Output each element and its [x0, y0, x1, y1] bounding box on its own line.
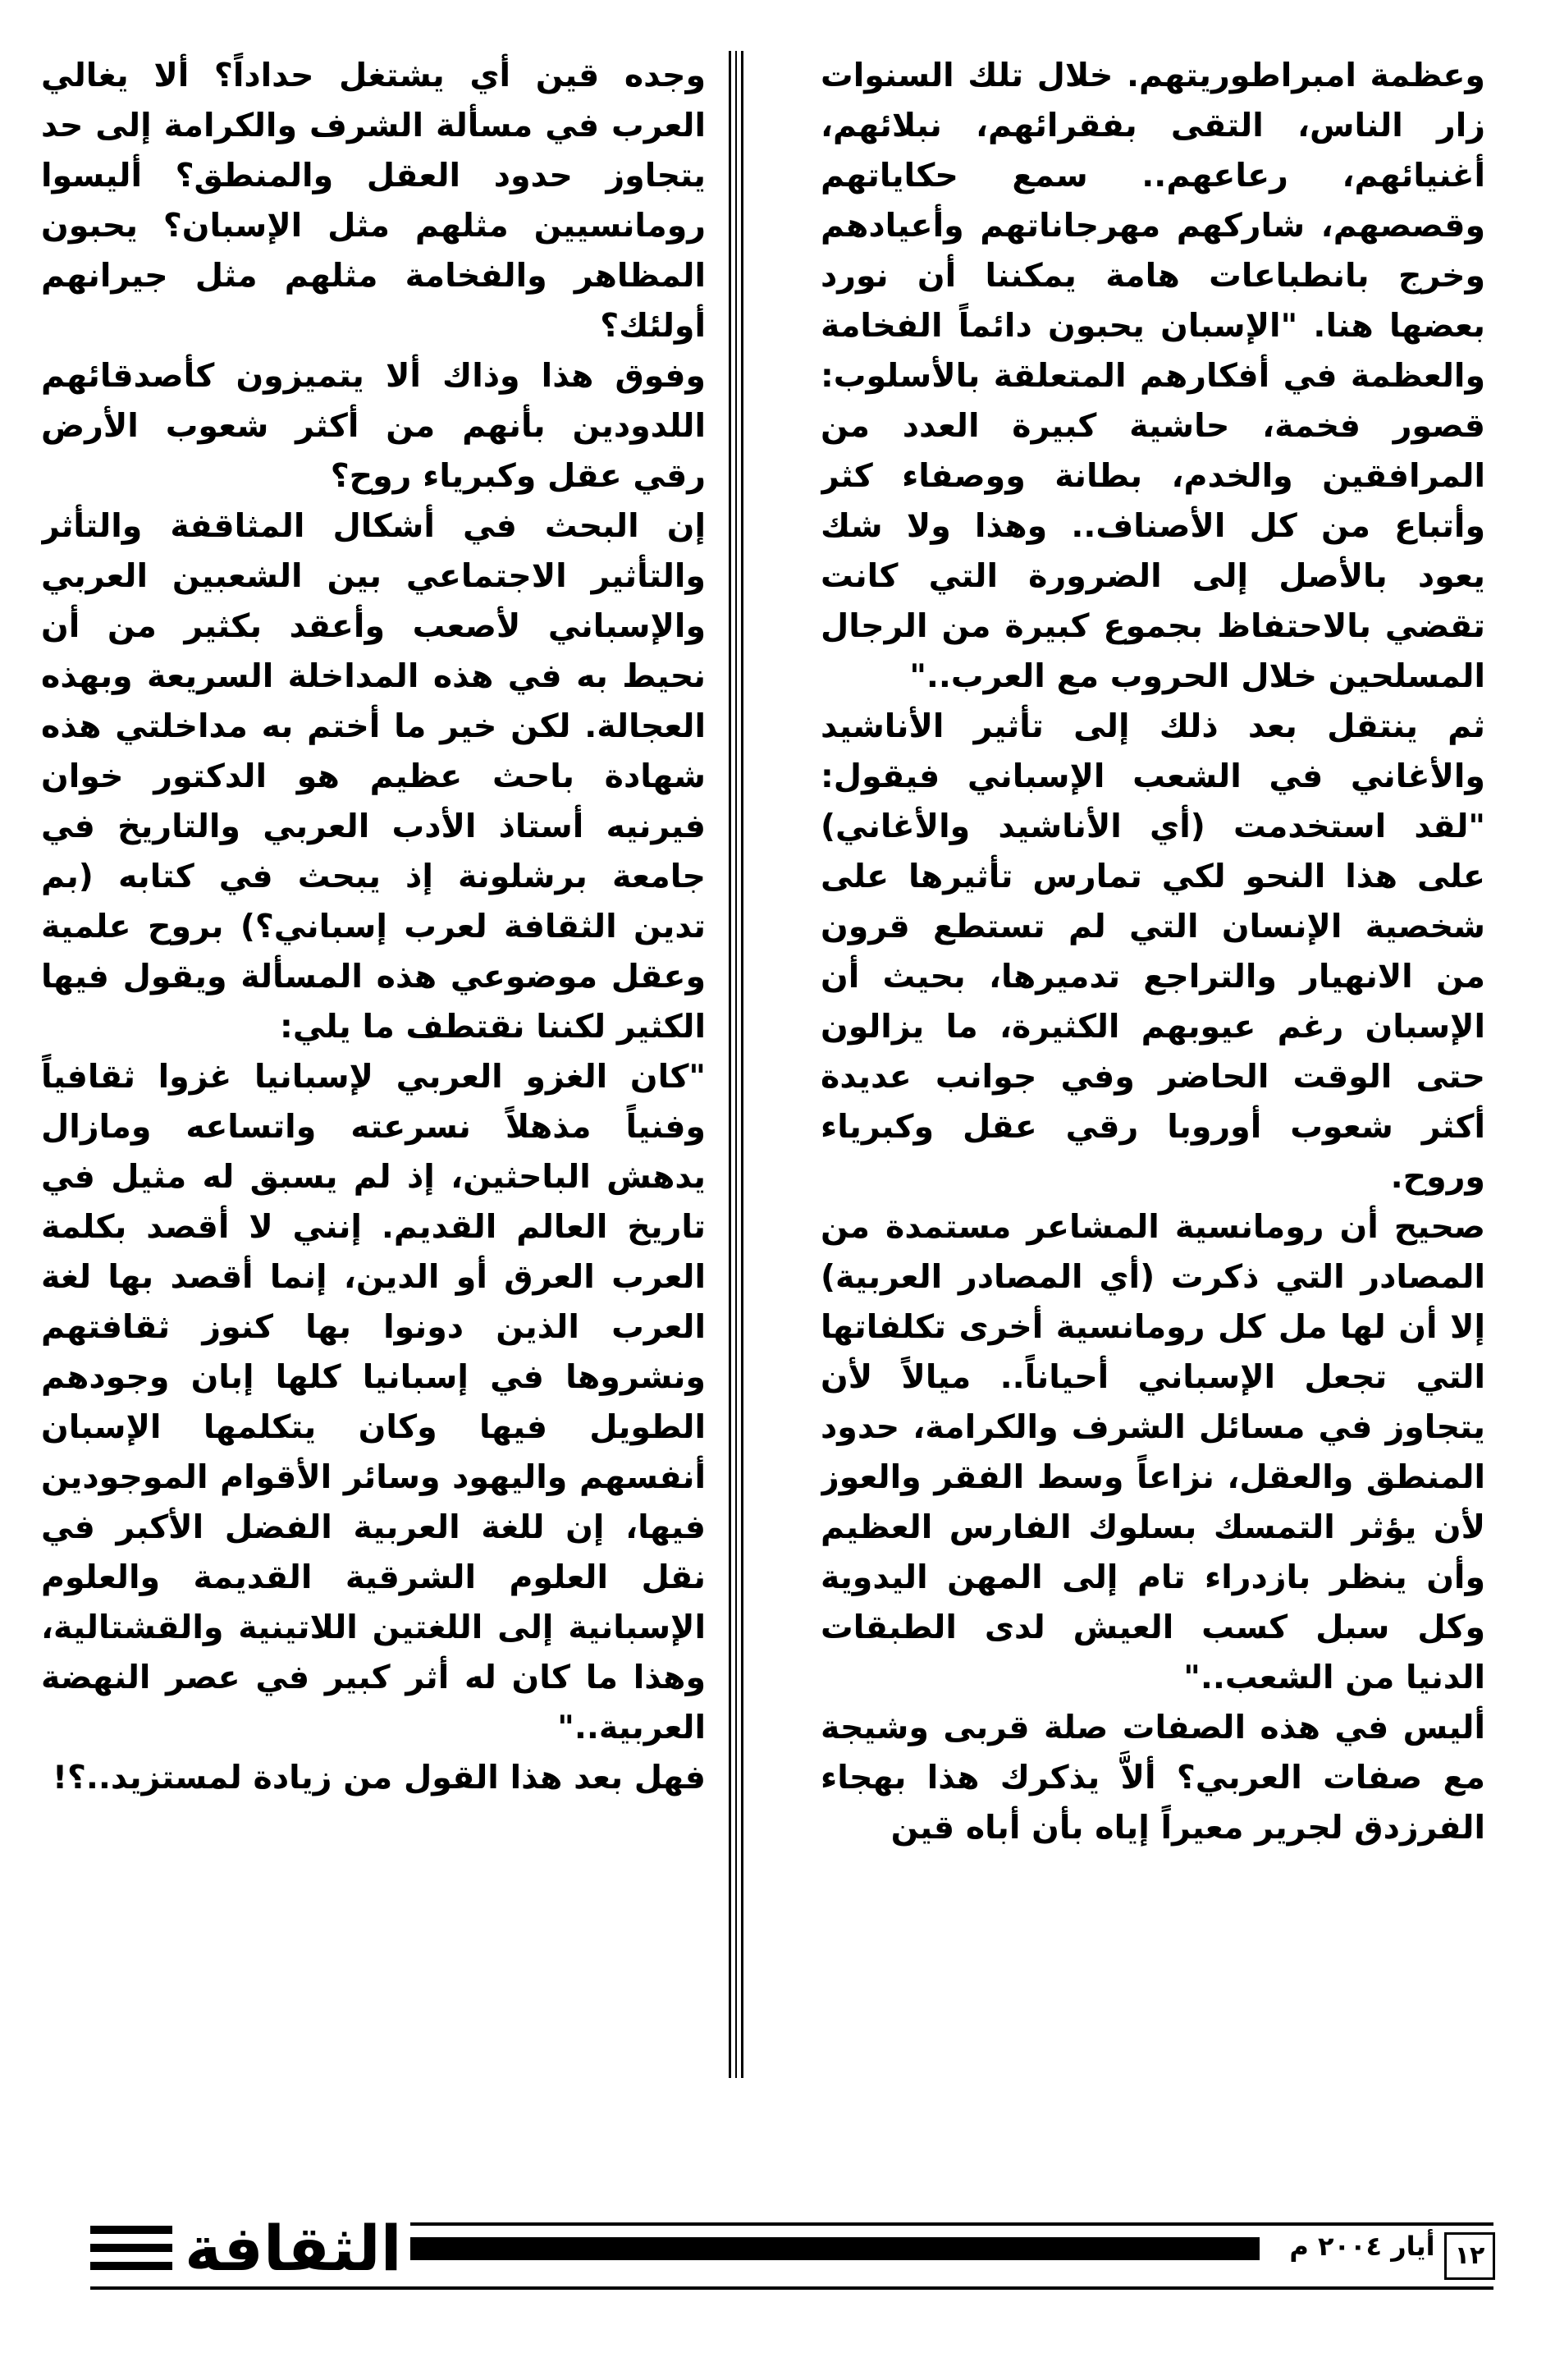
paragraph: وعظمة امبراطوريتهم. خلال تلك السنوات زار الناس، التقى بفقرائهم، نبلائهم، أغنيائهم، رعاعهم.. سمع حكاياتهم وقصصهم، شاركهم مهرجاناتهم وأعيادهم وخرج بانطباعات هامة يمكننا أن نورد بعضها هنا. "الإسبان يحبون دائماً الفخامة والعظمة في أفكارهم المتعلقة بالأسلوب: قصور فخمة، حاشية كبيرة العدد من المرافقين والخدم، بطانة ووصفاء كثر وأتباع من كل الأصناف.. وهذا ولا شك يعود بالأصل إلى الضرورة التي كانت تقضي بالاحتفاظ بجموع كبيرة من الرجال المسلحين خلال الحروب مع العرب.." — [821, 57, 1485, 695]
paragraph: إن البحث في أشكال المثاقفة والتأثر والتأثير الاجتماعي بين الشعبين العربي والإسباني لأصعب وأعقد بكثير من أن نحيط به في هذه المداخلة السريعة وبهذه العجالة. لكن خير ما أختم به مداخلتي هذه شهادة باحث عظيم هو الدكتور خوان فيرنيه أستاذ الأدب العربي والتاريخ في جامعة برشلونة إذ يبحث في كتابه (بم تدين الثقافة لعرب إسباني؟) بروح علمية وعقل موضوعي هذه المسألة ويقول فيها الكثير لكننا نقتطف ما يلي: — [41, 507, 706, 1046]
column-divider — [729, 51, 743, 2078]
page-footer — [90, 2208, 1485, 2298]
article-column-left — [41, 51, 706, 2078]
paragraph: ثم ينتقل بعد ذلك إلى تأثير الأناشيد والأغاني في الشعب الإسباني فيقول: "لقد استخدمت (أي الأناشيد والأغاني) على هذا النحو لكي تمارس تأثيرها على شخصية الإنسان التي لم تستطع قرون من الانهيار والتراجع تدميرها، بحيث أن الإسبان رغم عيوبهم الكثيرة، ما يزالون حتى الوقت الحاضر وفي جوانب عديدة أكثر شعوب أوروبا رقي عقل وكبرياء وروح. — [821, 707, 1485, 1196]
paragraph: وجده قين أي يشتغل حداداً؟ ألا يغالي العرب في مسألة الشرف والكرامة إلى حد يتجاوز حدود العقل والمنطق؟ أليسوا رومانسيين مثلهم مثل الإسبان؟ يحبون المظاهر والفخامة مثلهم مثل جيرانهم أولئك؟ — [41, 57, 706, 345]
footer-rule-thick — [410, 2237, 1260, 2260]
paragraph: "كان الغزو العربي لإسبانيا غزوا ثقافياً وفنياً مذهلاً نسرعته واتساعه ومازال يدهش الباحثين، إذ لم يسبق له مثيل في تاريخ العالم القديم. إنني لا أقصد بكلمة العرب العرق أو الدين، إنما أقصد بها لغة العرب الذين دونوا بها كنوز ثقافتهم ونشروها في إسبانيا كلها إبان وجودهم الطويل فيها وكان يتكلمها الإسبان أنفسهم واليهود وسائر الأقوام الموجودين فيها، إن للغة العربية الفضل الأكبر في نقل العلوم الشرقية القديمة والعلوم الإسبانية إلى اللغتين اللاتينية والقشتالية، وهذا ما كان له أثر كبير في عصر النهضة العربية.." — [41, 1058, 706, 1746]
paragraph: وفوق هذا وذاك ألا يتميزون كأصدقائهم اللدودين بأنهم من أكثر شعوب الأرض رقي عقل وكبرياء روح؟ — [41, 357, 706, 495]
article-column-right — [821, 51, 1485, 2078]
magazine-logo — [90, 2208, 419, 2290]
page-number: ١٢ — [1444, 2232, 1495, 2280]
paragraph: فهل بعد هذا القول من زيادة لمستزيد..؟! — [52, 1759, 706, 1796]
footer-rule-bottom — [90, 2286, 1493, 2290]
paragraph: صحيح أن رومانسية المشاعر مستمدة من المصادر التي ذكرت (أي المصادر العربية) إلا أن لها مل كل رومانسية أخرى تكلفاتها التي تجعل الإسباني أحياناً.. ميالاً لأن يتجاوز في مسائل الشرف والكرامة، حدود المنطق والعقل، نزاعاً وسط الفقر والعوز لأن يؤثر التمسك بسلوك الفارس العظيم وأن ينظر بازدراء تام إلى المهن اليدوية وكل سبل كسب العيش لدى الطبقات الدنيا من الشعب.." — [821, 1208, 1485, 1696]
logo-bars-icon — [90, 2226, 172, 2275]
paragraph: أليس في هذه الصفات صلة قربى وشيجة مع صفات العربي؟ ألاَّ يذكرك هذا بهجاء الفرزدق لجرير معيراً إياه بأن أباه قين — [821, 1709, 1485, 1847]
logo-text: الثقافة — [185, 2212, 402, 2285]
issue-date: أيار ٢٠٠٤ م — [1289, 2231, 1435, 2262]
